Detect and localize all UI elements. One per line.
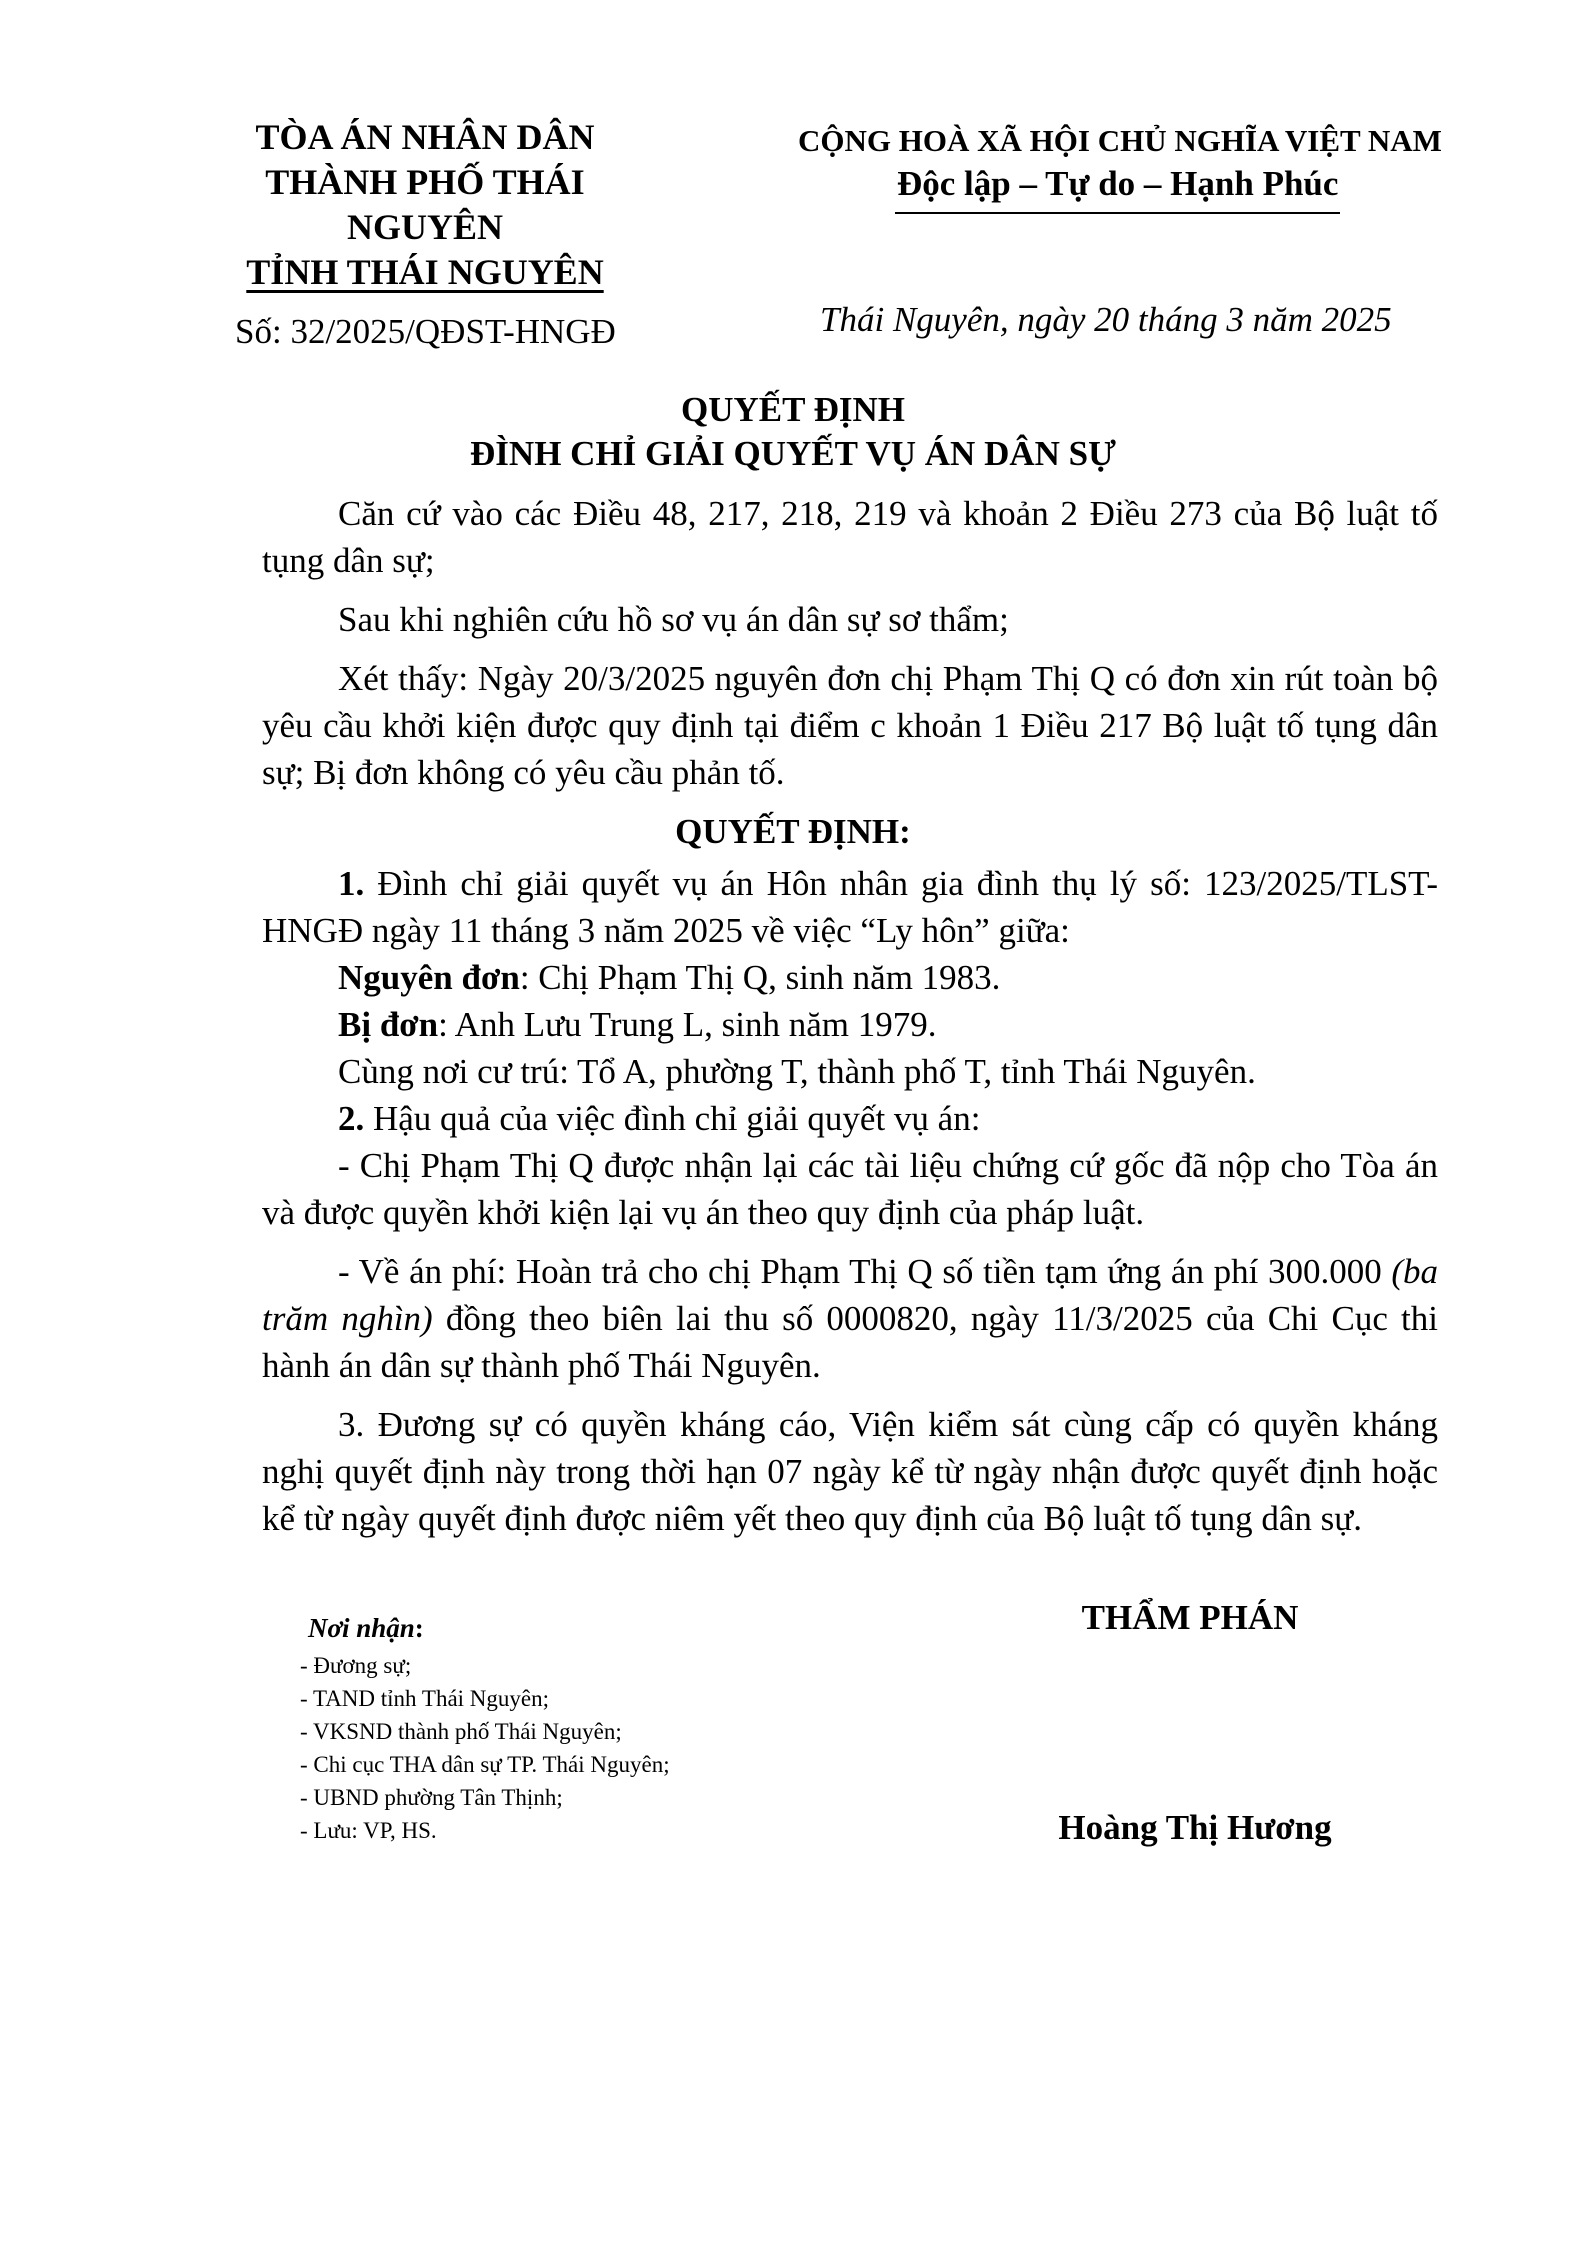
preamble-legal-basis: Căn cứ vào các Điều 48, 217, 218, 219 và khoản 2 Điều 273 của Bộ luật tố tụng dân sự; — [262, 494, 1438, 580]
recipient-item: - VKSND thành phố Thái Nguyên; — [300, 1719, 622, 1744]
defendant-details: : Anh Lưu Trung L, sinh năm 1979. — [438, 1005, 937, 1044]
place-and-date: Thái Nguyên, ngày 20 tháng 3 năm 2025 — [820, 300, 1392, 339]
preamble-review: Sau khi nghiên cứu hồ sơ vụ án dân sự sơ thẩm; — [338, 600, 1009, 639]
decision-item-2-text: Hậu quả của việc đình chỉ giải quyết vụ án: — [364, 1099, 981, 1138]
preamble — [262, 490, 1438, 796]
recipients-heading-text: Nơi nhận — [308, 1613, 415, 1643]
plaintiff-line — [262, 954, 1438, 1001]
signatory-title: THẨM PHÁN — [1081, 1598, 1299, 1637]
decision-item-1-number: 1. — [338, 864, 365, 903]
decision-item-2-court-fee — [262, 1248, 1438, 1389]
defendant-line — [262, 1001, 1438, 1048]
defendant-label: Bị đơn — [338, 1005, 439, 1044]
decision-body — [262, 860, 1438, 1542]
court-name-block — [210, 115, 640, 295]
national-title: CỘNG HOÀ XÃ HỘI CHỦ NGHĨA VIỆT NAM — [798, 123, 1442, 158]
decision-heading: QUYẾT ĐỊNH: — [675, 812, 911, 851]
recipient-item: - Lưu: VP, HS. — [300, 1818, 437, 1843]
decision-item-3: 3. Đương sự có quyền kháng cáo, Viện kiểm sát cùng cấp có quyền kháng nghị quyết định này trong thời hạn 07 ngày kể từ ngày nhận được quyết định hoặc kể từ ngày quyết định được niêm yết theo quy định của Bộ luật tố tụng dân sự. — [262, 1405, 1438, 1538]
recipients-heading — [308, 1612, 670, 1645]
court-name-line-3: NGUYÊN — [346, 207, 503, 247]
plaintiff-label: Nguyên đơn — [338, 958, 520, 997]
document-number: Số: 32/2025/QĐST-HNGĐ — [235, 312, 616, 351]
recipients-heading-colon: : — [414, 1613, 424, 1643]
recipient-item: - TAND tỉnh Thái Nguyên; — [300, 1686, 550, 1711]
court-fee-text-2: đồng theo biên lai thu số 0000820, ngày 11/3/2025 của Chi Cục thi hành án dân sự thành phố Thái Nguyên. — [262, 1299, 1439, 1385]
court-name-line-2: THÀNH PHỐ THÁI — [265, 162, 585, 202]
document-subtitle: ĐÌNH CHỈ GIẢI QUYẾT VỤ ÁN DÂN SỰ — [470, 434, 1116, 473]
recipients-block — [300, 1612, 670, 1847]
recipient-item: - UBND phường Tân Thịnh; — [300, 1785, 563, 1810]
court-name-line-4: TỈNH THÁI NGUYÊN — [246, 252, 604, 292]
decision-item-1 — [262, 860, 1438, 954]
recipient-item: - Đương sự; — [300, 1653, 412, 1678]
court-name-line-1: TÒA ÁN NHÂN DÂN — [255, 117, 595, 157]
plaintiff-details: : Chị Phạm Thị Q, sinh năm 1983. — [519, 958, 1001, 997]
national-motto: Độc lập – Tự do – Hạnh Phúc — [895, 162, 1340, 214]
preamble-finding: Xét thấy: Ngày 20/3/2025 nguyên đơn chị Phạm Thị Q có đơn xin rút toàn bộ yêu cầu khởi kiện được quy định tại điểm c khoản 1 Điều 217 Bộ luật tố tụng dân sự; Bị đơn không có yêu cầu phản tố. — [262, 659, 1438, 792]
document-title: QUYẾT ĐỊNH — [681, 390, 905, 429]
residence-line: Cùng nơi cư trú: Tổ A, phường T, thành phố T, tỉnh Thái Nguyên. — [338, 1052, 1256, 1091]
decision-item-2 — [262, 1095, 1438, 1142]
decision-item-2-number: 2. — [338, 1099, 365, 1138]
decision-item-1-text: Đình chỉ giải quyết vụ án Hôn nhân gia đình thụ lý số: 123/2025/TLST-HNGĐ ngày 11 tháng 3 năm 2025 về việc “Ly hôn” giữa: — [262, 864, 1438, 950]
signatory-name: Hoàng Thị Hương — [1058, 1808, 1332, 1847]
court-fee-text-1: - Về án phí: Hoàn trả cho chị Phạm Thị Q số tiền tạm ứng án phí 300.000 — [338, 1252, 1392, 1291]
court-fee-amount-words: (ba trăm nghìn) — [262, 1252, 1438, 1338]
decision-item-2-documents: - Chị Phạm Thị Q được nhận lại các tài liệu chứng cứ gốc đã nộp cho Tòa án và được quyền khởi kiện lại vụ án theo quy định của pháp luật. — [262, 1146, 1438, 1232]
recipient-item: - Chi cục THA dân sự TP. Thái Nguyên; — [300, 1752, 670, 1777]
